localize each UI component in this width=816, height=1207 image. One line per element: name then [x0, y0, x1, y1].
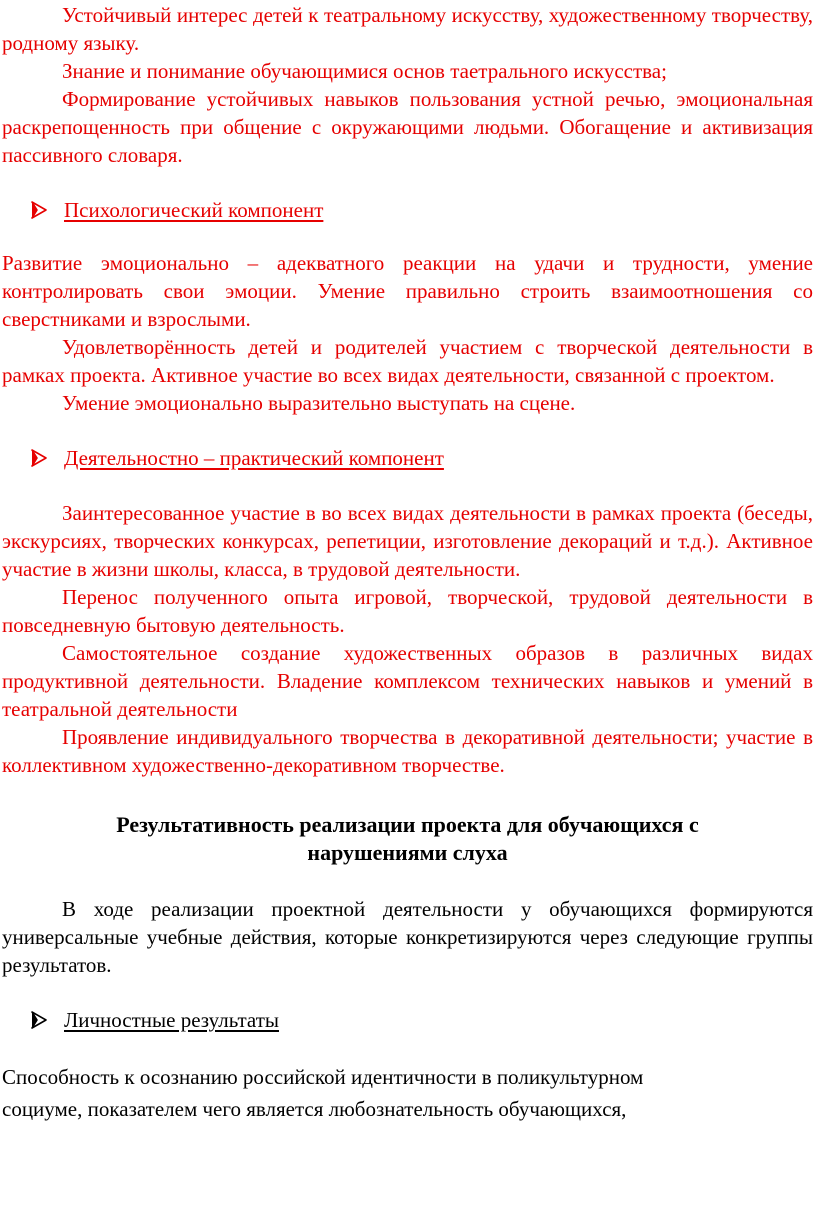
paragraph-individual-creativity: Проявление индивидуального творчества в декоративной деятельности; участие в коллективном художественно-декоративном творчестве. [2, 725, 813, 777]
arrow-bullet-icon [30, 449, 48, 467]
paragraph-russian-identity-line2: социуме, показателем чего является любознательность обучающихся, [2, 1097, 627, 1121]
section-title-personal-results: Личностные результаты [64, 1008, 279, 1032]
paragraph-artistic-creation: Самостоятельное создание художественных образов в различных видах продуктивной деятельности. Владение комплексом технических навыков и умений в театральной деятельности [2, 641, 813, 721]
paragraph-russian-identity [2, 1061, 813, 1125]
arrow-bullet-icon [30, 1011, 48, 1029]
results-heading-line1: Результативность реализации проекта для обучающихся с [116, 812, 699, 837]
paragraph-stage-performance: Умение эмоционально выразительно выступать на сцене. [62, 391, 576, 415]
paragraph-results-intro: В ходе реализации проектной деятельности у обучающихся формируются универсальные учебные действия, которые конкретизируются через следующие группы результатов. [2, 897, 813, 977]
section-title-practical: Деятельностно – практический компонент [64, 446, 444, 470]
arrow-bullet-icon [30, 201, 48, 219]
paragraph-satisfaction: Удовлетворённость детей и родителей участием с творческой деятельности в рамках проекта. Активное участие во всех видах деятельности, связанной с проектом. [2, 335, 813, 387]
section-title-psychological: Психологический компонент [64, 198, 324, 222]
bullet-practical-component [30, 443, 813, 473]
results-heading [2, 811, 813, 867]
paragraph-knowledge: Знание и понимание обучающимися основ таетрального искусства; [62, 59, 667, 83]
paragraph-participation: Заинтересованное участие в во всех видах деятельности в рамках проекта (беседы, экскурсиях, творческих конкурсах, репетиции, изготовление декораций и т.д.). Активное участие в жизни школы, класса, в трудовой деятельности. [2, 501, 813, 581]
paragraph-interest: Устойчивый интерес детей к театральному искусству, художественному творчеству, родному языку. [2, 3, 813, 55]
paragraph-speech-skills: Формирование устойчивых навыков пользования устной речью, эмоциональная раскрепощенность при общение с окружающими людьми. Обогащение и активизация пассивного словаря. [2, 87, 813, 167]
results-heading-line2: нарушениями слуха [307, 840, 508, 865]
paragraph-russian-identity-line1: Способность к осознанию российской идентичности в поликультурном [2, 1065, 644, 1089]
bullet-psychological-component [30, 195, 813, 225]
paragraph-experience-transfer: Перенос полученного опыта игровой, творческой, трудовой деятельности в повседневную бытовую деятельность. [2, 585, 813, 637]
bullet-personal-results [30, 1005, 813, 1035]
paragraph-emotional-development: Развитие эмоционально – адекватного реакции на удачи и трудности, умение контролировать свои эмоции. Умение правильно строить взаимоотношения со сверстниками и взрослыми. [2, 251, 813, 331]
